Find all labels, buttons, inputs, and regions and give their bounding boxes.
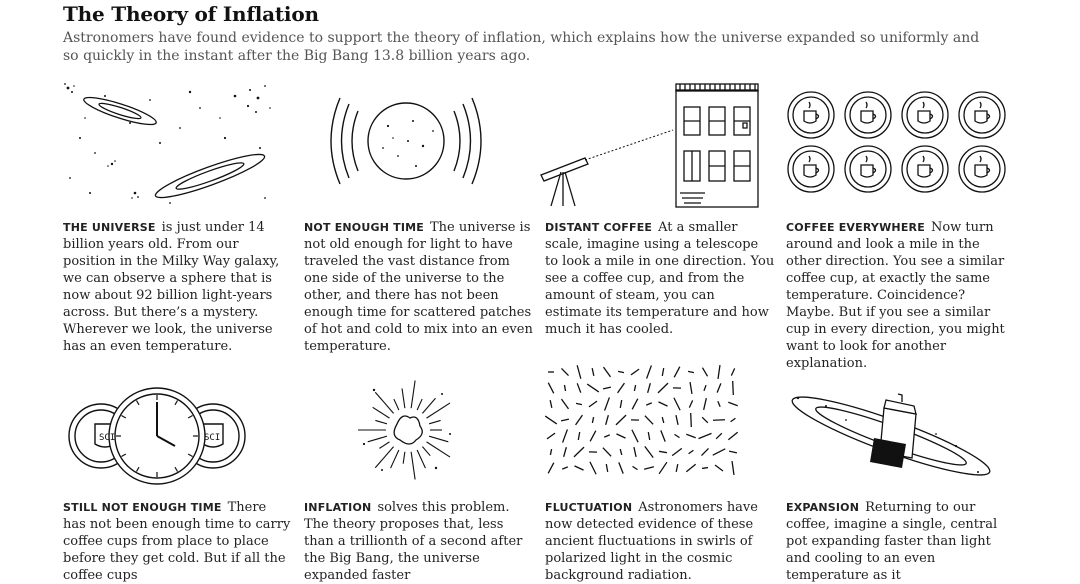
panel-inflation: INFLATION solves this problem. The theory proposes that, less than a trillionth of a second after the Big Bang, the universe expanded faster (304, 499, 534, 584)
polarization-dashes-illustration (545, 362, 745, 482)
coffee-cup-icon (902, 146, 948, 192)
coffee-cup-icon (788, 92, 834, 138)
observable-sphere-illustration (318, 86, 493, 196)
page-subtitle: Astronomers have found evidence to support the theory of inflation, which explains how the universe expanded so uniformly and so quickly in the instant after the Big Bang 13.8 billion years ago. (63, 29, 993, 65)
panel-not-enough-time: NOT ENOUGH TIME The universe is not old enough for light to have traveled the vast distance from one side of the universe to the other, and there has not been enough time for scattered patches of hot and cold to mix into an even temperature. (304, 219, 534, 355)
coffee-cup-icon (902, 92, 948, 138)
coffee-cup-icon (959, 146, 1005, 192)
telescope-townhouse-illustration (533, 80, 768, 210)
coffee-cup-icon (788, 146, 834, 192)
page-title: The Theory of Inflation (63, 2, 319, 26)
inflation-burst-illustration (352, 374, 462, 484)
clock-cups-illustration (63, 382, 253, 492)
coffee-cup-icon (959, 92, 1005, 138)
coffee-cup-icon (845, 92, 891, 138)
cup-label-right: SCI (204, 433, 220, 443)
coffee-cups-grid-illustration (786, 90, 1010, 195)
cup-label-left: SCI (99, 433, 115, 443)
panel-coffee-everywhere: COFFEE EVERYWHERE Now turn around and look a mile in the other direction. You see a similar coffee cup, at exactly the same temperature. Coincidence? Maybe. But if you see a similar cup in every direction, you might want to look for another explanation. (786, 219, 1008, 372)
panel-still-not-enough-time: STILL NOT ENOUGH TIME There has not been enough time to carry coffee cups from place to place before they get cold. But if all the coffee cups (63, 499, 293, 584)
panel-distant-coffee: DISTANT COFFEE At a smaller scale, imagine using a telescope to look a mile in one direction. You see a coffee cup, and from the amount of steam, you can estimate its temperature and how much it has cooled. (545, 219, 775, 338)
universe-galaxies-illustration (60, 78, 280, 208)
expanding-coffee-pot-illustration (786, 386, 1001, 486)
panel-expansion: EXPANSION Returning to our coffee, imagine a single, central pot expanding faster than light and cooling to an even temperature as it (786, 499, 1008, 584)
panel-universe: THE UNIVERSE is just under 14 billion years old. From our position in the Milky Way galaxy, we can observe a sphere that is now about 92 billion light-years across. But there’s a mystery. Wherever we look, the universe has an even temperature. (63, 219, 293, 355)
panel-fluctuation: FLUCTUATION Astronomers have now detected evidence of these ancient fluctuations in swirls of polarized light in the cosmic background radiation. (545, 499, 775, 584)
coffee-cup-icon (845, 146, 891, 192)
